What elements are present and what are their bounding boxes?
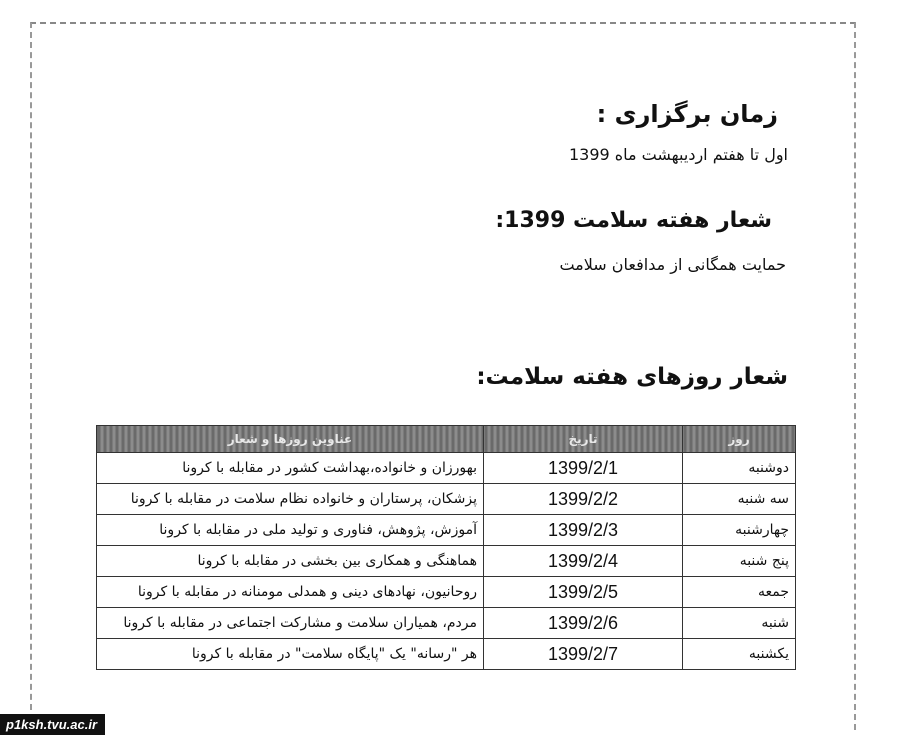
heading-week-slogan: شعار هفته سلامت 1399:	[495, 208, 772, 233]
slogan-cell: آموزش، پژوهش، فناوری و تولید ملی در مقابله با کرونا	[97, 515, 484, 546]
table-row	[97, 484, 796, 515]
date-cell: 1399/2/1	[484, 453, 683, 484]
date-cell: 1399/2/4	[484, 546, 683, 577]
table-row	[97, 546, 796, 577]
day-cell: یکشنبه	[683, 639, 796, 670]
table-row	[97, 577, 796, 608]
header-slogan: عناوین روزها و شعار	[97, 426, 484, 453]
day-cell: چهارشنبه	[683, 515, 796, 546]
date-cell: 1399/2/7	[484, 639, 683, 670]
day-cell: شنبه	[683, 608, 796, 639]
table-header-row	[97, 426, 796, 453]
table-row	[97, 608, 796, 639]
table-row	[97, 453, 796, 484]
day-cell: پنج شنبه	[683, 546, 796, 577]
day-cell: سه شنبه	[683, 484, 796, 515]
slogan-cell: پزشکان، پرستاران و خانواده نظام سلامت در مقابله با کرونا	[97, 484, 484, 515]
slogan-cell: مردم، همیاران سلامت و مشارکت اجتماعی در مقابله با کرونا	[97, 608, 484, 639]
slogan-cell: هر "رسانه" یک "پایگاه سلامت" در مقابله با کرونا	[97, 639, 484, 670]
slogan-cell: روحانیون، نهادهای دینی و همدلی مومنانه در مقابله با کرونا	[97, 577, 484, 608]
footer-url-label: p1ksh.tvu.ac.ir	[0, 714, 105, 735]
slogan-cell: بهورزان و خانواده،بهداشت کشور در مقابله با کرونا	[97, 453, 484, 484]
header-date: تاریخ	[484, 426, 683, 453]
table-row	[97, 639, 796, 670]
date-cell: 1399/2/6	[484, 608, 683, 639]
date-cell: 1399/2/3	[484, 515, 683, 546]
date-cell: 1399/2/5	[484, 577, 683, 608]
week-slogan-text: حمایت همگانی از مدافعان سلامت	[559, 255, 786, 274]
slogan-cell: هماهنگی و همکاری بین بخشی در مقابله با کرونا	[97, 546, 484, 577]
heading-time: زمان برگزاری :	[596, 100, 778, 128]
header-day: روز	[683, 426, 796, 453]
day-cell: جمعه	[683, 577, 796, 608]
heading-days: شعار روزهای هفته سلامت:	[476, 364, 788, 390]
day-cell: دوشنبه	[683, 453, 796, 484]
time-text: اول تا هفتم اردیبهشت ماه 1399	[568, 145, 788, 164]
schedule-table	[96, 425, 796, 670]
table-row	[97, 515, 796, 546]
date-cell: 1399/2/2	[484, 484, 683, 515]
